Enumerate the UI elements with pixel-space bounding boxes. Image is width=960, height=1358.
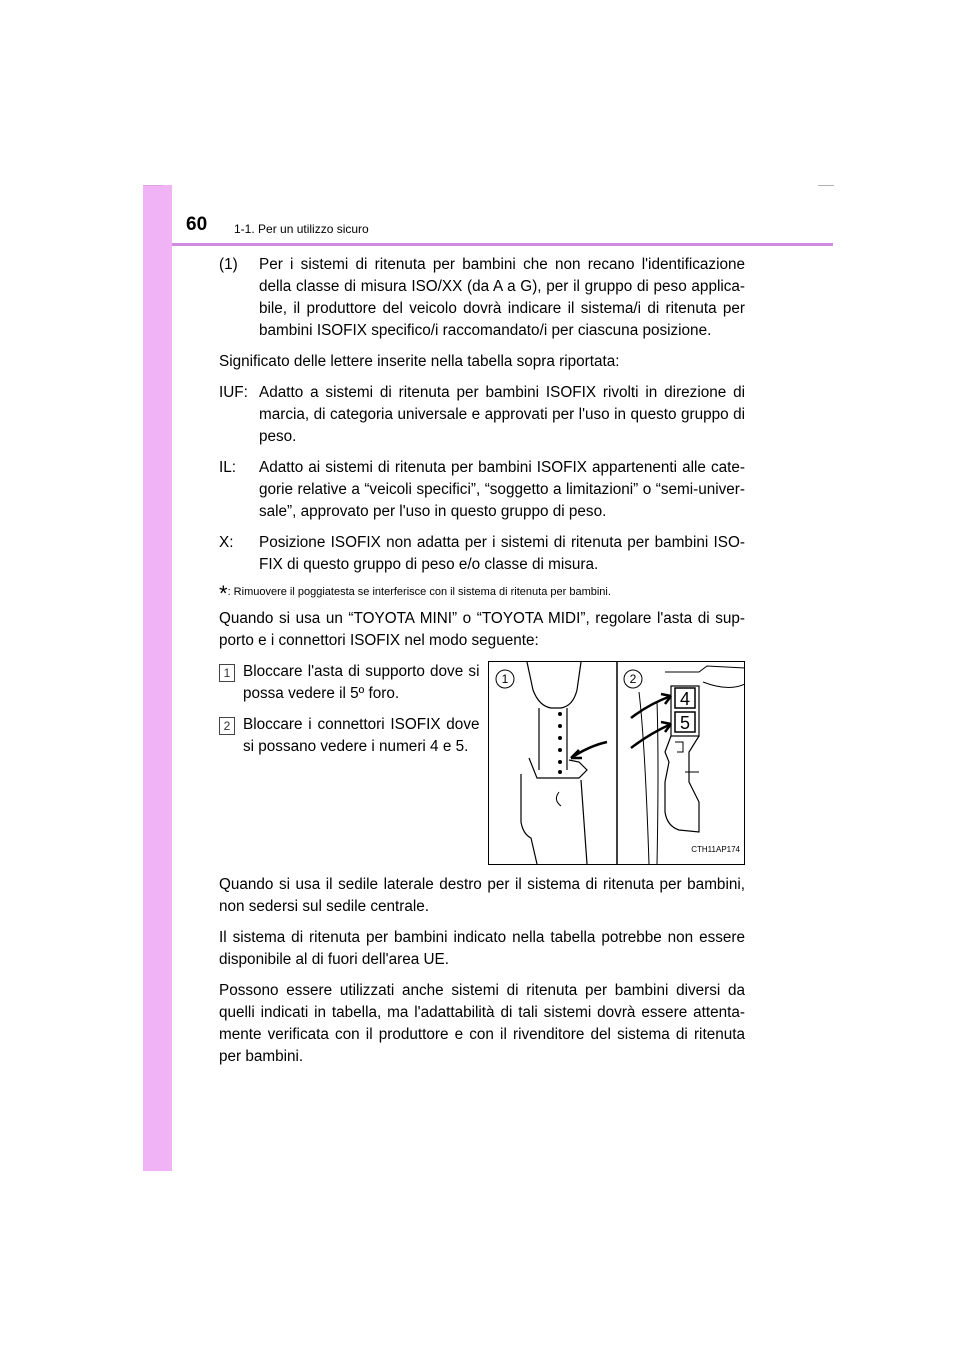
meaning-intro: Significato delle lettere inserite nella tabella sopra riportata: bbox=[219, 353, 620, 370]
definition-label: IUF: bbox=[219, 384, 248, 401]
paragraph-eu-availability: Il sistema di ritenuta per bambini indicato nella tabella potrebbe non essere disponibile al di fuori dell'area UE. bbox=[219, 929, 745, 968]
definition-iuf bbox=[219, 382, 745, 448]
page-number: 60 bbox=[186, 214, 208, 235]
paragraph-right-seat: Quando si usa il sedile laterale destro per il sistema di ritenuta per bambini, non sedersi sul sedile centrale. bbox=[219, 876, 745, 915]
note-item-1 bbox=[219, 254, 745, 342]
footnote bbox=[219, 581, 745, 606]
crop-mark-right bbox=[818, 185, 834, 186]
note-text: Per i sistemi di ritenuta per bambini che non recano l'identificazione della classe di misura ISO/XX (da A a G), per il gruppo di peso applica-bile, il produttore del veicolo dovrà indicare il sistema/i di ritenuta per bambini ISOFIX specifico/i raccomandato/i per ciascuna posizione. bbox=[259, 256, 745, 339]
step-number-badge: 1 bbox=[219, 664, 235, 682]
definition-x bbox=[219, 532, 745, 576]
definition-label: IL: bbox=[219, 459, 237, 476]
illustration-drawing bbox=[489, 662, 745, 864]
callout-2-label: 2 bbox=[630, 672, 637, 686]
step-1 bbox=[219, 661, 479, 705]
definition-text: Posizione ISOFIX non adatta per i sistemi di ritenuta per bambini ISO-FIX di questo gruppo di peso e/o classe di misura. bbox=[259, 534, 745, 573]
step-text: Bloccare l'asta di supporto dove si possa vedere il 5º foro. bbox=[243, 663, 480, 702]
definition-label: X: bbox=[219, 534, 234, 551]
definition-il bbox=[219, 457, 745, 523]
note-label: (1) bbox=[219, 256, 238, 273]
steps-list bbox=[219, 661, 479, 865]
figure-code: CTH11AP174 bbox=[691, 845, 740, 854]
steps-with-figure bbox=[219, 661, 745, 865]
step-number-badge: 2 bbox=[219, 717, 235, 735]
digit-4-marking: 4 bbox=[680, 689, 691, 709]
callout-1-label: 1 bbox=[502, 672, 509, 686]
crop-mark-left bbox=[143, 185, 163, 186]
paragraph-other-systems: Possono essere utilizzati anche sistemi di ritenuta per bambini diversi da quelli indicati in tabella, ma l'adattabilità di tali sistemi dovrà essere attenta-mente verificata con il produttore e con il rivenditore del sistema di ritenuta per bambini. bbox=[219, 982, 745, 1065]
digit-5-marking: 5 bbox=[680, 713, 691, 733]
step-text: Bloccare i connettori ISOFIX dove si possano vedere i numeri 4 e 5. bbox=[243, 716, 480, 755]
section-title: 1-1. Per un utilizzo sicuro bbox=[234, 222, 369, 236]
footnote-marker: * bbox=[219, 581, 228, 606]
step-2 bbox=[219, 714, 479, 758]
definition-text: Adatto a sistemi di ritenuta per bambini ISOFIX rivolti in direzione di marcia, di categoria universale e approvati per l'uso in questo gruppo di peso. bbox=[259, 384, 745, 445]
page-content bbox=[219, 254, 745, 1077]
definition-text: Adatto ai sistemi di ritenuta per bambini ISOFIX appartenenti alle cate-gorie relative a “veicoli specifici”, “soggetto a limitazioni” o “semi-univer-sale”, approvato per l'uso in questo gruppo di peso. bbox=[259, 459, 745, 520]
isofix-illustration bbox=[488, 661, 745, 865]
margin-tab-bar bbox=[143, 185, 172, 1171]
footnote-text: : Rimuovere il poggiatesta se interferisce con il sistema di ritenuta per bambini. bbox=[227, 586, 611, 598]
header-rule bbox=[172, 243, 833, 246]
toyota-intro: Quando si usa un “TOYOTA MINI” o “TOYOTA MIDI”, regolare l'asta di sup-porto e i connettori ISOFIX nel modo seguente: bbox=[219, 610, 745, 649]
